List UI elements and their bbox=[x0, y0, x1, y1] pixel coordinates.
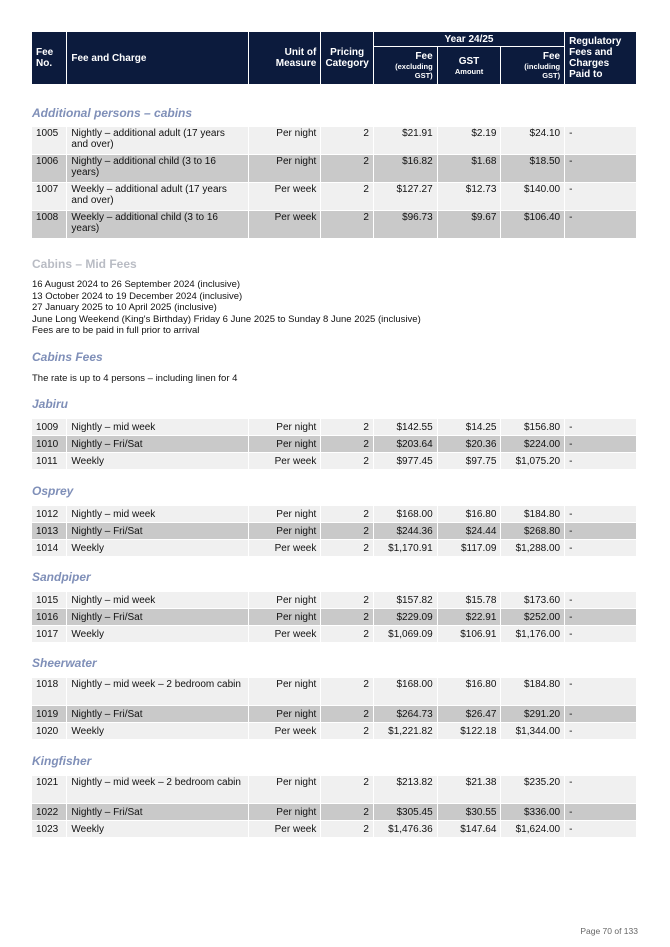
fee-row bbox=[32, 155, 636, 182]
fee-description-cell: Nightly – Fri/Sat bbox=[67, 706, 247, 722]
fee-description-cell: Nightly – mid week bbox=[67, 419, 247, 435]
gst-amount-cell: $26.47 bbox=[438, 706, 501, 722]
fee-incl-gst-cell: $1,288.00 bbox=[501, 540, 564, 556]
fee-incl-gst-cell: $1,176.00 bbox=[501, 626, 564, 642]
section-title-cabins-fees: Cabins Fees bbox=[32, 350, 103, 364]
fee-row bbox=[32, 626, 636, 642]
fee-no-cell: 1020 bbox=[32, 723, 66, 739]
regulatory-cell: - bbox=[565, 776, 636, 803]
fee-incl-gst-cell: $1,075.20 bbox=[501, 453, 564, 469]
fee-description-cell: Nightly – Fri/Sat bbox=[67, 523, 247, 539]
section-title-jabiru: Jabiru bbox=[32, 397, 69, 411]
fee-row bbox=[32, 609, 636, 625]
col-pricing-category: Pricing Category bbox=[321, 32, 373, 84]
fee-description-cell: Weekly bbox=[67, 723, 247, 739]
pricing-category-cell: 2 bbox=[321, 723, 373, 739]
regulatory-cell: - bbox=[565, 453, 636, 469]
pricing-category-cell: 2 bbox=[321, 821, 373, 837]
fee-incl-gst-cell: $291.20 bbox=[501, 706, 564, 722]
fee-excl-gst-cell: $264.73 bbox=[374, 706, 437, 722]
fee-description-cell: Nightly – additional child (3 to 16 years) bbox=[67, 155, 247, 182]
col-regulatory: Regulatory Fees and Charges Paid to bbox=[565, 32, 636, 84]
osprey-table bbox=[32, 505, 638, 557]
gst-amount-cell: $106.91 bbox=[438, 626, 501, 642]
fee-excl-gst-cell: $305.45 bbox=[374, 804, 437, 820]
regulatory-cell: - bbox=[565, 540, 636, 556]
unit-cell: Per week bbox=[249, 183, 321, 210]
fee-row bbox=[32, 523, 636, 539]
fee-row bbox=[32, 776, 636, 803]
fee-row bbox=[32, 804, 636, 820]
gst-amount-cell: $24.44 bbox=[438, 523, 501, 539]
fee-no-cell: 1016 bbox=[32, 609, 66, 625]
regulatory-cell: - bbox=[565, 523, 636, 539]
fee-row bbox=[32, 211, 636, 238]
unit-cell: Per night bbox=[249, 592, 321, 608]
unit-cell: Per week bbox=[249, 453, 321, 469]
mid-fees-line: 16 August 2024 to 26 September 2024 (inclusive) bbox=[32, 279, 241, 290]
regulatory-cell: - bbox=[565, 723, 636, 739]
fee-incl-gst-cell: $18.50 bbox=[501, 155, 564, 182]
gst-amount-cell: $122.18 bbox=[438, 723, 501, 739]
fee-incl-gst-cell: $106.40 bbox=[501, 211, 564, 238]
gst-amount-cell: $16.80 bbox=[438, 506, 501, 522]
fee-row bbox=[32, 821, 636, 837]
unit-cell: Per night bbox=[249, 127, 321, 154]
fee-row bbox=[32, 127, 636, 154]
fee-description-cell: Nightly – mid week – 2 bedroom cabin bbox=[67, 678, 247, 705]
mid-fees-line: June Long Weekend (King's Birthday) Friday 6 June 2025 to Sunday 8 June 2025 (inclusive) bbox=[32, 313, 421, 325]
page-number: Page 70 of 133 bbox=[580, 926, 638, 936]
fee-excl-gst-cell: $21.91 bbox=[374, 127, 437, 154]
regulatory-cell: - bbox=[565, 706, 636, 722]
mid-fees-line: 13 October 2024 to 19 December 2024 (inclusive) bbox=[32, 290, 243, 302]
fee-excl-gst-cell: $213.82 bbox=[374, 776, 437, 803]
fee-incl-gst-cell: $173.60 bbox=[501, 592, 564, 608]
fee-row bbox=[32, 706, 636, 722]
fee-no-cell: 1014 bbox=[32, 540, 66, 556]
fee-excl-gst-cell: $203.64 bbox=[374, 436, 437, 452]
kingfisher-table bbox=[32, 775, 638, 838]
fee-excl-gst-cell: $1,221.82 bbox=[374, 723, 437, 739]
gst-amount-cell: $14.25 bbox=[438, 419, 501, 435]
fee-no-cell: 1023 bbox=[32, 821, 66, 837]
section-title-mid-fees: Cabins – Mid Fees bbox=[32, 257, 137, 271]
cabins-fees-note: The rate is up to 4 persons – including linen for 4 bbox=[32, 373, 238, 384]
unit-cell: Per night bbox=[249, 609, 321, 625]
unit-cell: Per week bbox=[249, 723, 321, 739]
fee-row bbox=[32, 723, 636, 739]
fee-incl-gst-cell: $235.20 bbox=[501, 776, 564, 803]
unit-cell: Per night bbox=[249, 706, 321, 722]
fee-description-cell: Nightly – additional adult (17 years and over) bbox=[67, 127, 247, 154]
unit-cell: Per week bbox=[249, 211, 321, 238]
unit-cell: Per night bbox=[249, 776, 321, 803]
fee-row bbox=[32, 419, 636, 435]
fee-no-cell: 1008 bbox=[32, 211, 66, 238]
col-gst: GST Amount bbox=[438, 47, 501, 84]
pricing-category-cell: 2 bbox=[321, 155, 373, 182]
regulatory-cell: - bbox=[565, 626, 636, 642]
fee-no-cell: 1022 bbox=[32, 804, 66, 820]
regulatory-cell: - bbox=[565, 419, 636, 435]
fee-excl-gst-cell: $1,170.91 bbox=[374, 540, 437, 556]
regulatory-cell: - bbox=[565, 211, 636, 238]
section-title-sheerwater: Sheerwater bbox=[32, 656, 97, 670]
fee-incl-gst-cell: $1,344.00 bbox=[501, 723, 564, 739]
fee-incl-gst-cell: $252.00 bbox=[501, 609, 564, 625]
unit-cell: Per night bbox=[249, 804, 321, 820]
gst-amount-cell: $147.64 bbox=[438, 821, 501, 837]
unit-cell: Per night bbox=[249, 436, 321, 452]
col-fee-excl: Fee (excluding GST) bbox=[374, 47, 437, 84]
mid-fees-line: 27 January 2025 to 10 April 2025 (inclusive) bbox=[32, 302, 217, 313]
pricing-category-cell: 2 bbox=[321, 804, 373, 820]
gst-amount-cell: $1.68 bbox=[438, 155, 501, 182]
unit-cell: Per night bbox=[249, 155, 321, 182]
fee-row bbox=[32, 592, 636, 608]
fee-excl-gst-cell: $127.27 bbox=[374, 183, 437, 210]
regulatory-cell: - bbox=[565, 609, 636, 625]
additional-persons-table bbox=[32, 126, 638, 239]
fee-incl-gst-cell: $140.00 bbox=[501, 183, 564, 210]
regulatory-cell: - bbox=[565, 678, 636, 705]
fee-incl-gst-cell: $336.00 bbox=[501, 804, 564, 820]
section-title-osprey: Osprey bbox=[32, 484, 74, 498]
pricing-category-cell: 2 bbox=[321, 436, 373, 452]
fee-incl-gst-cell: $24.10 bbox=[501, 127, 564, 154]
unit-cell: Per night bbox=[249, 523, 321, 539]
fee-excl-gst-cell: $244.36 bbox=[374, 523, 437, 539]
section-title-sandpiper: Sandpiper bbox=[32, 570, 91, 584]
fee-no-cell: 1005 bbox=[32, 127, 66, 154]
fee-excl-gst-cell: $168.00 bbox=[374, 506, 437, 522]
regulatory-cell: - bbox=[565, 436, 636, 452]
fee-description-cell: Nightly – mid week bbox=[67, 506, 247, 522]
fee-description-cell: Weekly bbox=[67, 453, 247, 469]
section-title-kingfisher: Kingfisher bbox=[32, 754, 92, 768]
fee-description-cell: Weekly – additional adult (17 years and over) bbox=[67, 183, 247, 210]
col-year: Year 24/25 bbox=[374, 32, 564, 46]
fee-no-cell: 1013 bbox=[32, 523, 66, 539]
gst-amount-cell: $2.19 bbox=[438, 127, 501, 154]
fee-description-cell: Weekly bbox=[67, 626, 247, 642]
fee-description-cell: Nightly – mid week – 2 bedroom cabin bbox=[67, 776, 247, 803]
fee-description-cell: Nightly – Fri/Sat bbox=[67, 436, 247, 452]
pricing-category-cell: 2 bbox=[321, 609, 373, 625]
regulatory-cell: - bbox=[565, 506, 636, 522]
unit-cell: Per night bbox=[249, 506, 321, 522]
fee-table-header bbox=[32, 31, 638, 85]
fee-no-cell: 1021 bbox=[32, 776, 66, 803]
regulatory-cell: - bbox=[565, 821, 636, 837]
fee-excl-gst-cell: $16.82 bbox=[374, 155, 437, 182]
pricing-category-cell: 2 bbox=[321, 523, 373, 539]
fee-no-cell: 1007 bbox=[32, 183, 66, 210]
col-unit-of-measure: Unit of Measure bbox=[249, 32, 321, 84]
pricing-category-cell: 2 bbox=[321, 419, 373, 435]
gst-amount-cell: $20.36 bbox=[438, 436, 501, 452]
fee-description-cell: Nightly – Fri/Sat bbox=[67, 804, 247, 820]
gst-amount-cell: $117.09 bbox=[438, 540, 501, 556]
fee-no-cell: 1017 bbox=[32, 626, 66, 642]
pricing-category-cell: 2 bbox=[321, 626, 373, 642]
pricing-category-cell: 2 bbox=[321, 183, 373, 210]
regulatory-cell: - bbox=[565, 127, 636, 154]
fee-excl-gst-cell: $157.82 bbox=[374, 592, 437, 608]
fee-excl-gst-cell: $142.55 bbox=[374, 419, 437, 435]
fee-no-cell: 1006 bbox=[32, 155, 66, 182]
fee-incl-gst-cell: $268.80 bbox=[501, 523, 564, 539]
fee-row bbox=[32, 678, 636, 705]
gst-amount-cell: $9.67 bbox=[438, 211, 501, 238]
fee-excl-gst-cell: $1,476.36 bbox=[374, 821, 437, 837]
fee-incl-gst-cell: $184.80 bbox=[501, 678, 564, 705]
fee-incl-gst-cell: $184.80 bbox=[501, 506, 564, 522]
unit-cell: Per week bbox=[249, 626, 321, 642]
fee-incl-gst-cell: $224.00 bbox=[501, 436, 564, 452]
regulatory-cell: - bbox=[565, 155, 636, 182]
sheerwater-table bbox=[32, 677, 638, 740]
fee-description-cell: Weekly bbox=[67, 540, 247, 556]
jabiru-table bbox=[32, 418, 638, 470]
pricing-category-cell: 2 bbox=[321, 678, 373, 705]
pricing-category-cell: 2 bbox=[321, 776, 373, 803]
fee-no-cell: 1015 bbox=[32, 592, 66, 608]
fee-no-cell: 1011 bbox=[32, 453, 66, 469]
unit-cell: Per week bbox=[249, 821, 321, 837]
fee-excl-gst-cell: $168.00 bbox=[374, 678, 437, 705]
mid-fees-line: Fees are to be paid in full prior to arrival bbox=[32, 325, 200, 336]
pricing-category-cell: 2 bbox=[321, 506, 373, 522]
col-fee-and-charge: Fee and Charge bbox=[67, 32, 247, 84]
gst-amount-cell: $15.78 bbox=[438, 592, 501, 608]
col-fee-incl: Fee (including GST) bbox=[501, 47, 564, 84]
regulatory-cell: - bbox=[565, 592, 636, 608]
fee-no-cell: 1010 bbox=[32, 436, 66, 452]
fee-no-cell: 1009 bbox=[32, 419, 66, 435]
fee-no-cell: 1018 bbox=[32, 678, 66, 705]
fee-excl-gst-cell: $229.09 bbox=[374, 609, 437, 625]
fee-row bbox=[32, 506, 636, 522]
pricing-category-cell: 2 bbox=[321, 706, 373, 722]
gst-amount-cell: $22.91 bbox=[438, 609, 501, 625]
fee-row bbox=[32, 436, 636, 452]
fee-row bbox=[32, 183, 636, 210]
gst-amount-cell: $30.55 bbox=[438, 804, 501, 820]
section-title-additional-persons: Additional persons – cabins bbox=[32, 106, 193, 120]
fee-description-cell: Nightly – mid week bbox=[67, 592, 247, 608]
unit-cell: Per night bbox=[249, 419, 321, 435]
pricing-category-cell: 2 bbox=[321, 540, 373, 556]
fee-excl-gst-cell: $96.73 bbox=[374, 211, 437, 238]
gst-amount-cell: $97.75 bbox=[438, 453, 501, 469]
fee-description-cell: Weekly – additional child (3 to 16 years) bbox=[67, 211, 247, 238]
pricing-category-cell: 2 bbox=[321, 127, 373, 154]
fee-row bbox=[32, 540, 636, 556]
col-fee-no: Fee No. bbox=[32, 32, 66, 84]
gst-amount-cell: $16.80 bbox=[438, 678, 501, 705]
pricing-category-cell: 2 bbox=[321, 453, 373, 469]
fee-description-cell: Weekly bbox=[67, 821, 247, 837]
fee-description-cell: Nightly – Fri/Sat bbox=[67, 609, 247, 625]
fee-incl-gst-cell: $1,624.00 bbox=[501, 821, 564, 837]
pricing-category-cell: 2 bbox=[321, 211, 373, 238]
unit-cell: Per night bbox=[249, 678, 321, 705]
regulatory-cell: - bbox=[565, 183, 636, 210]
fee-incl-gst-cell: $156.80 bbox=[501, 419, 564, 435]
fee-excl-gst-cell: $977.45 bbox=[374, 453, 437, 469]
pricing-category-cell: 2 bbox=[321, 592, 373, 608]
fee-excl-gst-cell: $1,069.09 bbox=[374, 626, 437, 642]
fee-no-cell: 1019 bbox=[32, 706, 66, 722]
regulatory-cell: - bbox=[565, 804, 636, 820]
fee-no-cell: 1012 bbox=[32, 506, 66, 522]
mid-fees-dates bbox=[32, 279, 638, 337]
sandpiper-table bbox=[32, 591, 638, 643]
unit-cell: Per week bbox=[249, 540, 321, 556]
gst-amount-cell: $21.38 bbox=[438, 776, 501, 803]
fee-row bbox=[32, 453, 636, 469]
gst-amount-cell: $12.73 bbox=[438, 183, 501, 210]
